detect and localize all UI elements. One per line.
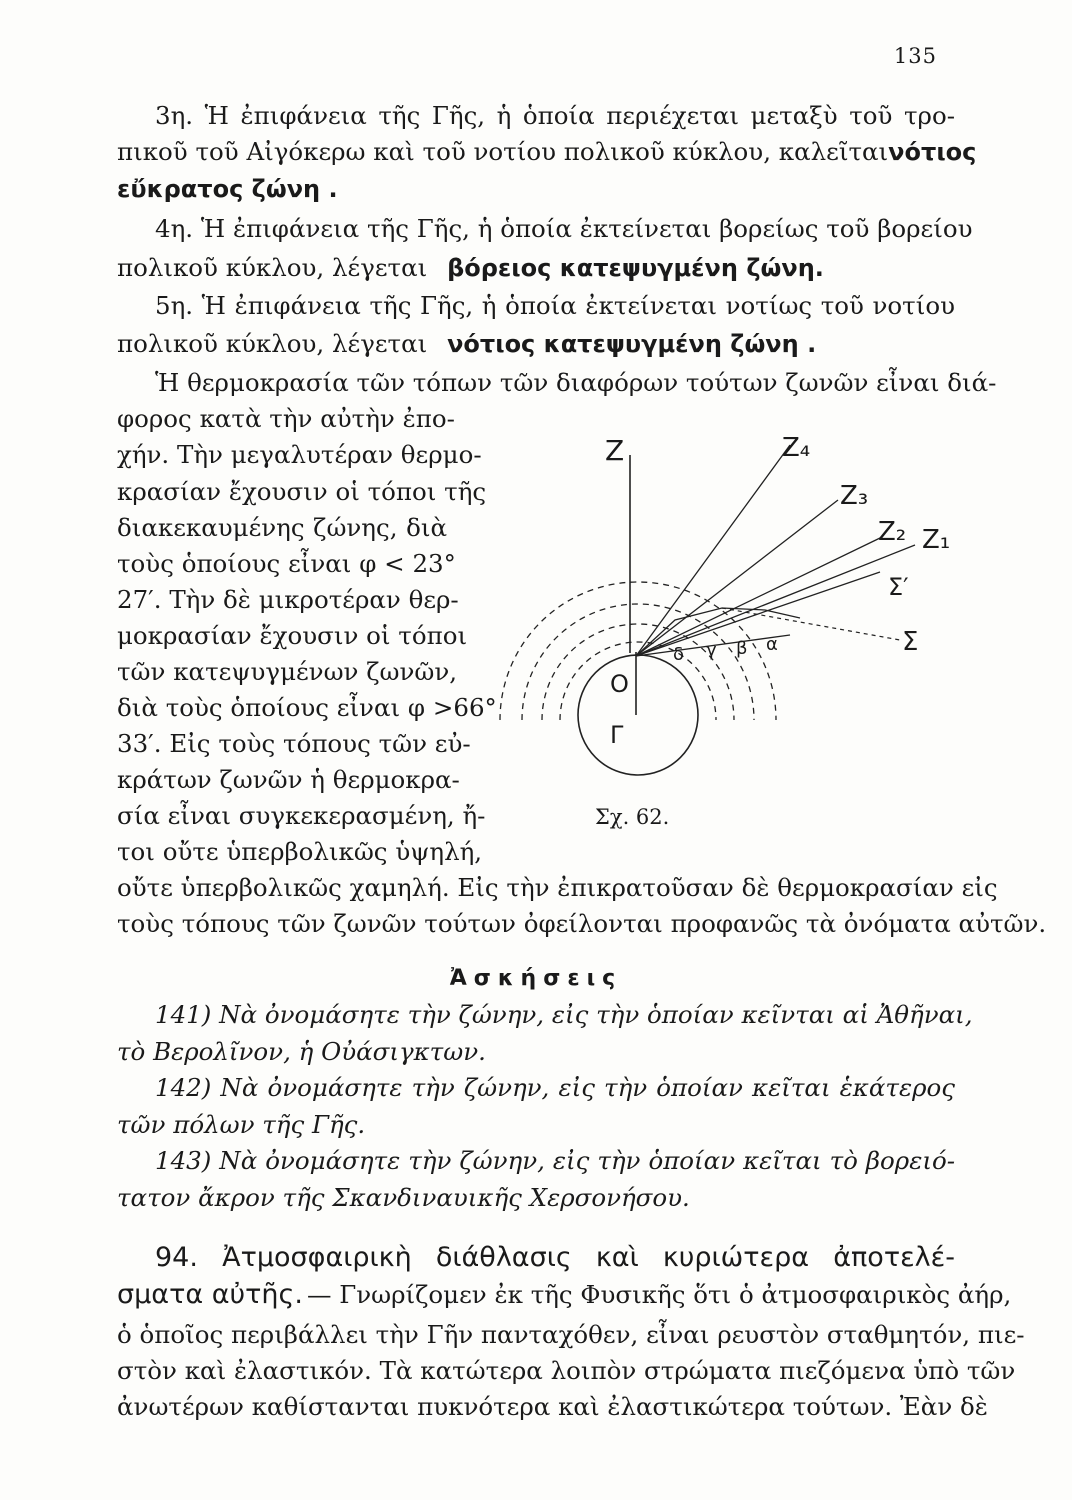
section94-line3: ὁ ὁποῖος περιβάλλει τὴν Γῆν πανταχόθεν, εἶναι ρευστὸν σταθμητόν, πιε- xyxy=(117,1320,1025,1349)
exercises-title-text: Ἀσκήσεις xyxy=(449,966,623,991)
zone4-line1: 4η. Ἡ ἐπιφάνεια τῆς Γῆς, ἡ ὁποία ἐκτείνεται βορείως τοῦ βορείου xyxy=(155,214,973,243)
temp-line-10: διὰ τοὺς ὁποίους εἶναι φ >66° xyxy=(117,693,497,722)
temp-line-4: κρασίαν ἔχουσιν οἱ τόποι τῆς xyxy=(117,477,487,506)
label-g: Γ xyxy=(610,721,624,749)
section94-line2-text: — Γνωρίζομεν ἐκ τῆς Φυσικῆς ὅτι ὁ ἀτμοσφαιρικὸς ἀήρ, xyxy=(306,1280,1012,1309)
temp-line-13: σία εἶναι συγκεκερασμένη, ἤ- xyxy=(117,801,486,830)
refraction-figure xyxy=(460,420,960,810)
section94-line5: ἀνωτέρων καθίστανται πυκνότερα καὶ ἐλαστικώτερα τούτων. Ἐὰν δὲ xyxy=(117,1392,988,1421)
figure-caption: Σχ. 62. xyxy=(595,805,670,829)
label-gamma: γ xyxy=(706,640,717,661)
temp-line-2: φορος κατὰ τὴν αὐτὴν ἐπο- xyxy=(117,404,455,433)
label-z: Z xyxy=(605,434,625,467)
zone3-line3: εὔκρατος ζώνη . xyxy=(117,175,338,203)
zone3-bold-b: εὔκρατος ζώνη xyxy=(117,175,321,203)
exercises-title xyxy=(117,962,955,996)
temp-line-11: 33′. Εἰς τοὺς τόπους τῶν εὐ- xyxy=(117,729,471,758)
page-number: 135 xyxy=(893,44,937,68)
atmosphere-layers xyxy=(500,582,776,720)
exercise-141-line1: 141) Νὰ ὀνομάσητε τὴν ζώνην, εἰς τὴν ὁποίαν κεῖνται αἱ Ἀθῆναι, xyxy=(155,1000,973,1029)
zone5-line2: πολικοῦ κύκλου, λέγεται νότιος κατεψυγμένη ζώνη . xyxy=(117,329,817,358)
label-delta: δ xyxy=(673,644,685,665)
atmo-layer-4 xyxy=(500,582,776,720)
label-s-prime: Σ′ xyxy=(888,573,909,601)
ray-z3 xyxy=(636,500,838,656)
label-o: O xyxy=(610,670,629,698)
label-z3: Z₃ xyxy=(840,481,869,511)
zone4-line2: πολικοῦ κύκλου, λέγεται βόρειος κατεψυγμένη ζώνη. xyxy=(117,253,824,282)
zone5-line2-text: πολικοῦ κύκλου, λέγεται xyxy=(117,329,428,358)
temp-line-5: διακεκαυμένης ζώνης, διὰ xyxy=(117,513,447,542)
temp-line-8: μοκρασίαν ἔχουσιν οἱ τόποι xyxy=(117,621,468,650)
section94-heading-line1: 94. Ἀτμοσφαιρικὴ διάθλασις καὶ κυριώτερα ἀποτελέ- xyxy=(155,1242,955,1273)
label-z4: Z₄ xyxy=(782,433,811,463)
temp-line-6: τοὺς ὁποίους εἶναι φ < 23° xyxy=(117,549,456,578)
zone4-line2-text: πολικοῦ κύκλου, λέγεται xyxy=(117,253,428,282)
zone3-line2 xyxy=(117,135,977,169)
ray-z4 xyxy=(636,445,790,656)
tangent-dashed xyxy=(722,608,900,640)
atmo-layer-2 xyxy=(542,624,734,720)
temp-line-7: 27′. Τὴν δὲ μικροτέραν θερ- xyxy=(117,585,459,614)
ray-z2 xyxy=(636,538,880,656)
exercise-143-line2: τατον ἄκρον τῆς Σκανδιναυικῆς Χερσονήσου. xyxy=(117,1183,690,1212)
temp-line-12: κράτων ζωνῶν ἡ θερμοκρα- xyxy=(117,765,460,794)
temp-line-14: τοι οὔτε ὑπερβολικῶς ὑψηλή, xyxy=(117,837,483,866)
zone3-line1: 3η. Ἡ ἐπιφάνεια τῆς Γῆς, ἡ ὁποία περιέχεται μεταξὺ τοῦ τρο- xyxy=(155,101,955,130)
section94-heading-line2: σματα αὐτῆς. xyxy=(117,1279,303,1310)
atmo-layer-3 xyxy=(522,604,754,720)
exercise-142-line1: 142) Νὰ ὀνομάσητε τὴν ζώνην, εἰς τὴν ὁποίαν κεῖται ἑκάτερος xyxy=(155,1073,955,1102)
exercise-141-line2: τὸ Βερολῖνον, ἡ Οὐάσιγκτων. xyxy=(117,1037,486,1066)
exercise-143-line1: 143) Νὰ ὀνομάσητε τὴν ζώνην, εἰς τὴν ὁποίαν κεῖται τὸ βορειό- xyxy=(155,1146,955,1175)
temp-line-3: χήν. Τὴν μεγαλυτέραν θερμο- xyxy=(117,440,482,469)
section94-line4: στὸν καὶ ἐλαστικόν. Τὰ κατώτερα λοιπὸν στρώματα πιεζόμενα ὑπὸ τῶν xyxy=(117,1356,1016,1385)
exercise-142-line2: τῶν πόλων τῆς Γῆς. xyxy=(117,1110,366,1139)
label-s: Σ xyxy=(902,627,919,657)
label-z2: Z₂ xyxy=(878,517,907,547)
zone4-bold: βόρειος κατεψυγμένη ζώνη xyxy=(447,254,815,282)
label-z1: Z₁ xyxy=(922,525,951,555)
temp-line-9: τῶν κατεψυγμένων ζωνῶν, xyxy=(117,657,458,686)
label-beta: β xyxy=(736,638,748,659)
label-alpha: α xyxy=(766,634,778,655)
zone5-bold: νότιος κατεψυγμένη ζώνη xyxy=(447,330,799,358)
temp-line-1: Ἡ θερμοκρασία τῶν τόπων τῶν διαφόρων τούτων ζωνῶν εἶναι διά- xyxy=(155,368,997,397)
temp-line-15: οὔτε ὑπερβολικῶς χαμηλή. Εἰς τὴν ἐπικρατοῦσαν δὲ θερμοκρασίαν εἰς xyxy=(117,873,998,902)
section94-line2 xyxy=(117,1278,1012,1312)
zone3-bold-a: νότιος xyxy=(888,138,977,166)
zone3-line2-text: πικοῦ τοῦ Αἰγόκερω καὶ τοῦ νοτίου πολικοῦ κύκλου, καλεῖται xyxy=(117,137,889,166)
temp-line-16: τοὺς τόπους τῶν ζωνῶν τούτων ὀφείλονται προφανῶς τὰ ὀνόματα αὐτῶν. xyxy=(117,909,1047,938)
zone5-line1: 5η. Ἡ ἐπιφάνεια τῆς Γῆς, ἡ ὁποία ἐκτείνεται νοτίως τοῦ νοτίου xyxy=(155,291,955,320)
